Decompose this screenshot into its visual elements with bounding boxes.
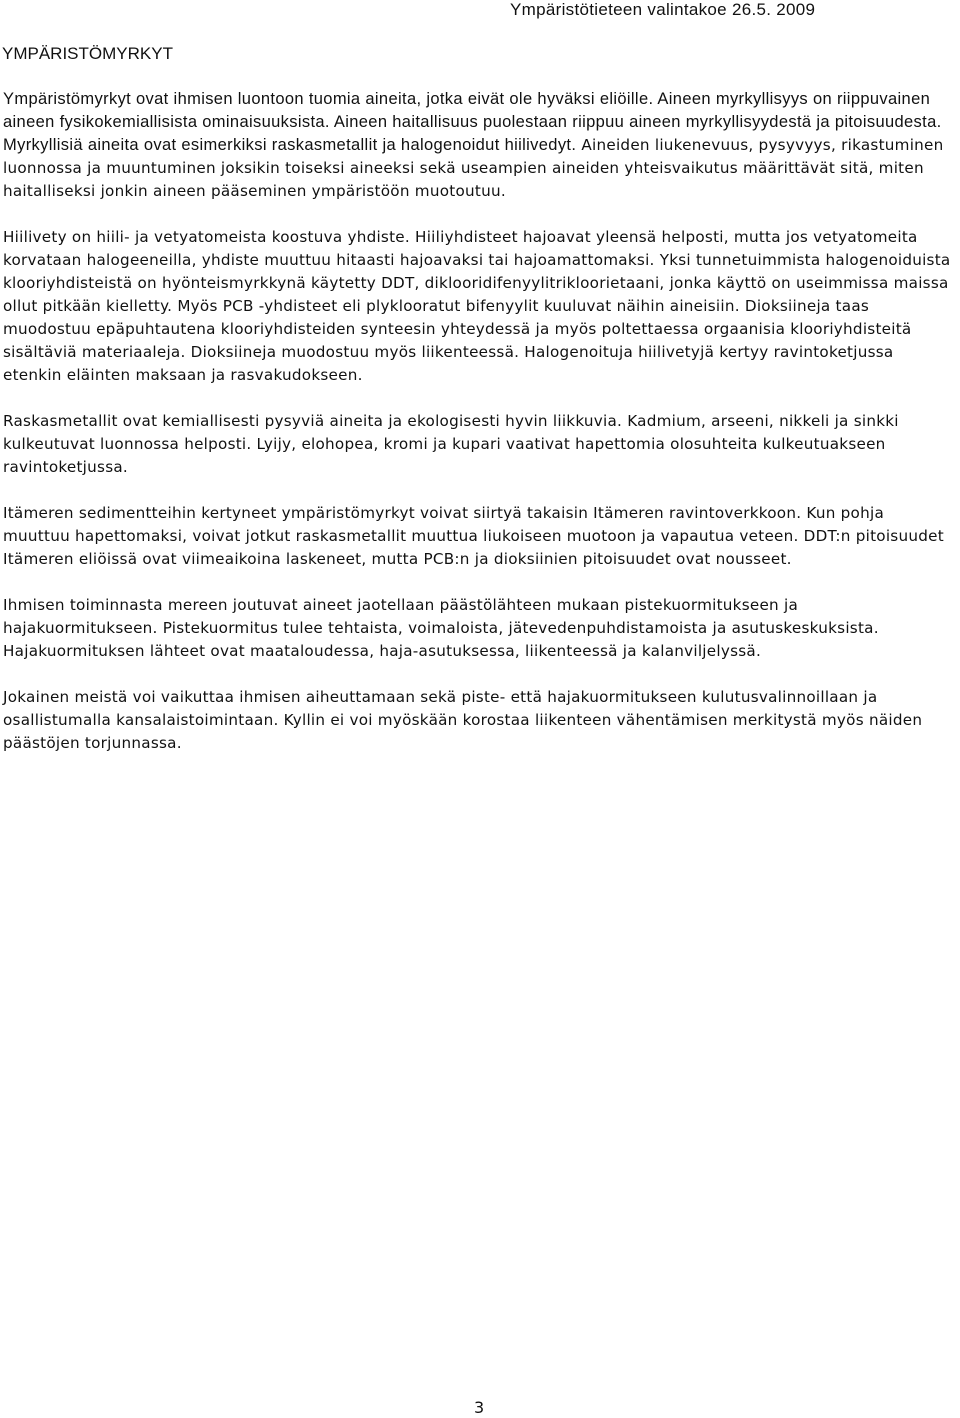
- paragraph-1-intro: Ympäristömyrkyt ovat ihmisen luontoon tuomia aineita, jotka eivät ole hyväksi eliöille. Aineen myrkyllisyys on riippuvainen aineen fysikokemiallisista ominaisuuksista. Aineen haitallisuus puolestaan riippuu aineen myrkyllisyydestä ja pitoisuudesta. Myrkyllisiä aineita ovat esimerkiksi raskasmetallit ja halogenoidut hiilivedyt.: [3, 90, 942, 154]
- document-title: YMPÄRISTÖMYRKYT: [2, 44, 173, 63]
- page-number: 3: [474, 1398, 485, 1417]
- paragraph-5: Ihmisen toiminnasta mereen joutuvat aineet jaotellaan päästölähteen mukaan pistekuormitukseen ja hajakuormitukseen. Pistekuormitus tulee tehtaista, voimaloista, jätevedenpuhdistamoista ja asutuskeskuksista. Hajakuormituksen lähteet ovat maataloudessa, haja-asutuksessa, liikenteessä ja kalanviljelyssä.: [3, 596, 879, 660]
- paragraph-2: Hiilivety on hiili- ja vetyatomeista koostuva yhdiste. Hiiliyhdisteet hajoavat yleensä helposti, mutta jos vetyatomeita korvataan halogeeneilla, yhdiste muuttuu hitaasti hajoavaksi tai hajoamattomaksi. Yksi tunnetuimmista halogenoiduista klooriyhdisteistä on hyönteismyrkkynä käytetty DDT, diklooridifenyylitrikloorietaani, jonka käyttö on useimmissa maissa ollut pitkään kielletty. Myös PCB -yhdisteet eli plyklooratut bifenyylit kuuluvat näihin aineisiin. Dioksiineja taas muodostuu epäpuhtautena klooriyhdisteiden synteesin yhteydessä ja myös poltettaessa orgaanisia klooriyhdisteitä sisältäviä materiaaleja. Dioksiineja muodostuu myös liikenteessä. Halogenoituja hiilivetyjä kertyy ravintoketjussa etenkin eläinten maksaan ja rasvakudokseen.: [3, 228, 951, 384]
- document-body: [3, 88, 955, 778]
- paragraph-1: [3, 88, 955, 203]
- paragraph-3: Raskasmetallit ovat kemiallisesti pysyviä aineita ja ekologisesti hyvin liikkuvia. Kadmium, arseeni, nikkeli ja sinkki kulkeutuvat luonnossa helposti. Lyijy, elohopea, kromi ja kupari vaativat hapettomia olosuhteita kulkeutuakseen ravintoketjussa.: [3, 412, 899, 476]
- paragraph-4: Itämeren sedimentteihin kertyneet ympäristömyrkyt voivat siirtyä takaisin Itämeren ravintoverkkoon. Kun pohja muuttuu hapettomaksi, voivat jotkut raskasmetallit muuttua liukoiseen muotoon ja vapautua veteen. DDT:n pitoisuudet Itämeren eliöissä ovat viimeaikoina laskeneet, mutta PCB:n ja dioksiinien pitoisuudet ovat nousseet.: [3, 504, 944, 568]
- document-header: Ympäristötieteen valintakoe 26.5. 2009: [510, 0, 816, 19]
- paragraph-1-continuation: Aineiden liukenevuus, pysyvyys, rikastuminen luonnossa ja muuntuminen joksikin toiseksi aineeksi sekä useampien aineiden yhteisvaikutus määrittävät sitä, miten haitalliseksi jonkin aineen pääseminen ympäristöön muotoutuu.: [3, 136, 944, 200]
- paragraph-6: Jokainen meistä voi vaikuttaa ihmisen aiheuttamaan sekä piste- että hajakuormitukseen kulutusvalinnoillaan ja osallistumalla kansalaistoimintaan. Kyllin ei voi myöskään korostaa liikenteen vähentämisen merkitystä myös näiden päästöjen torjunnassa.: [3, 688, 923, 752]
